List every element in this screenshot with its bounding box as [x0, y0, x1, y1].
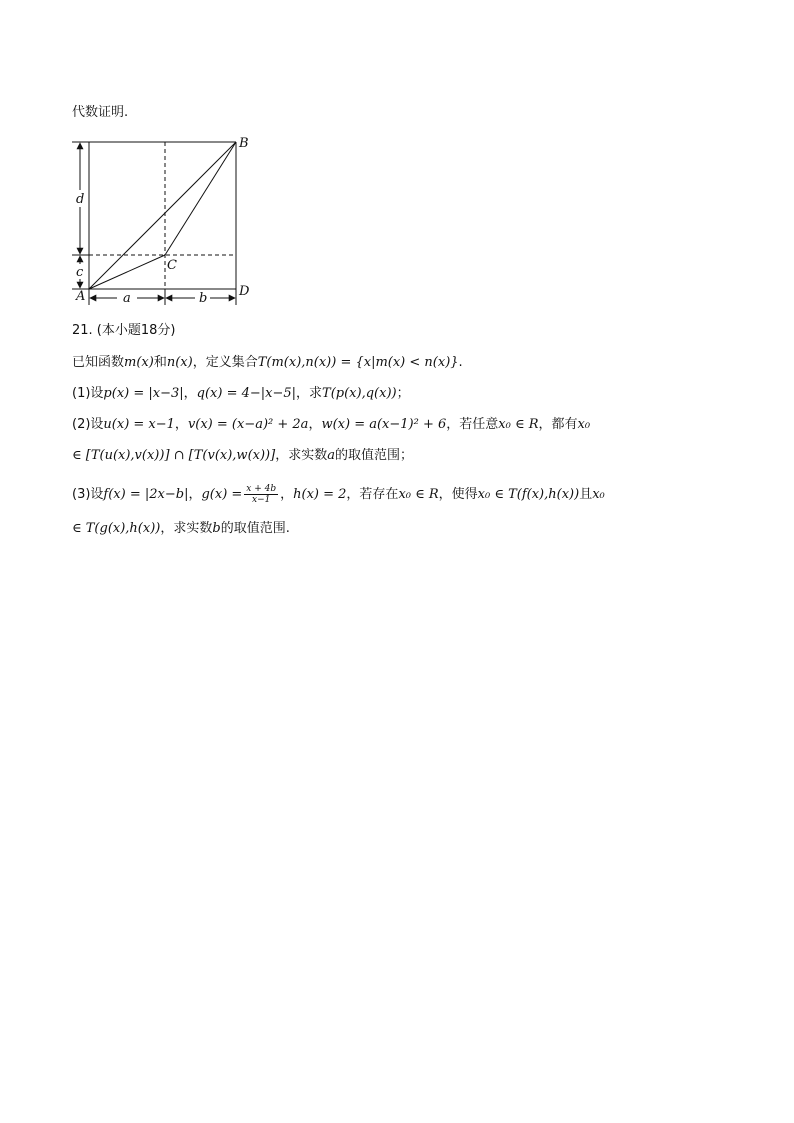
part-2-line-1: (2)设u(x) = x−1，v(x) = (x−a)² + 2a，w(x) = a(x−1)² + 6，若任意x₀ ∈ R，都有x₀: [72, 417, 591, 432]
label-d: d: [76, 192, 85, 207]
label-D: D: [239, 284, 250, 299]
part-3-line-2: ∈ T(g(x),h(x))，求实数b的取值范围.: [72, 521, 290, 536]
part-1: (1)设p(x) = |x−3|，q(x) = 4−|x−5|，求T(p(x),q(x))；: [72, 386, 410, 401]
label-B: B: [239, 136, 249, 151]
label-c: c: [76, 265, 84, 280]
label-A: A: [76, 289, 86, 304]
part-3-line-1: (3)设f(x) = |2x−b|，g(x) = $\frac{x + 4b}{x-1}$ ，h(x) = 2，若存在x₀ ∈ R，使得x₀ ∈ T(f(x),h(x))且x₀: [72, 484, 605, 505]
part-2-line-2: ∈ [T(u(x),v(x))] ∩ [T(v(x),w(x))]，求实数a的取值范围；: [72, 448, 413, 463]
label-b: b: [199, 291, 208, 306]
label-a: a: [123, 291, 131, 306]
problem-header: 21. (本小题18分): [72, 323, 176, 338]
g-fraction: $\frac{x + 4b}{x-1}$: [246, 484, 277, 505]
triangle-lines: [89, 142, 236, 289]
problem-stem: 已知函数m(x)和n(x)，定义集合T(m(x),n(x)) = {x|m(x) < n(x)}.: [72, 355, 463, 370]
intro-text: 代数证明.: [72, 105, 129, 120]
label-C: C: [167, 258, 177, 273]
bottom-measure: [89, 289, 236, 305]
